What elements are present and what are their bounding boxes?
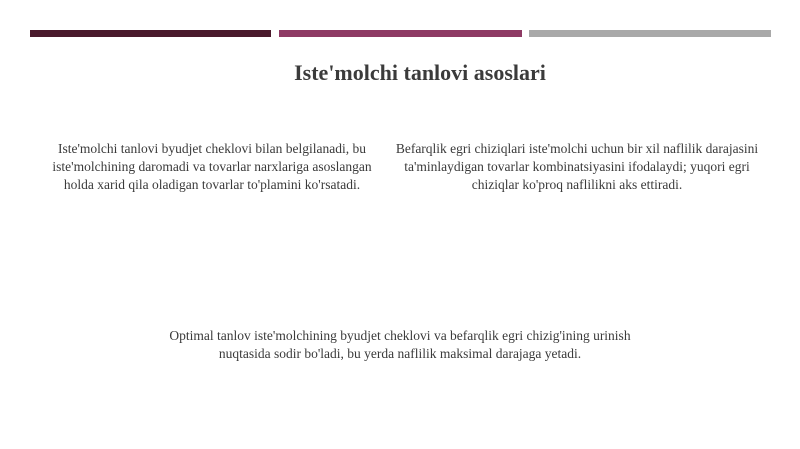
paragraph-indifference-curves: Befarqlik egri chiziqlari iste'molchi uchun bir xil naflilik darajasini ta'minlaydigan tovarlar kombinatsiyasini ifodalaydi; yuqori egri chiziqlar ko'proq naflilikni aks ettiradi. <box>395 141 759 192</box>
slide-title: Iste'molchi tanlovi asoslari <box>294 60 546 85</box>
paragraph-budget-constraint: Iste'molchi tanlovi byudjet cheklovi bilan belgilanadi, bu iste'molchining daromadi va tovarlar narxlariga asoslangan holda xarid qila oladigan tovarlar to'plamini ko'rsatadi. <box>52 141 372 192</box>
accent-bar-magenta <box>279 30 522 37</box>
decorative-top-bars <box>30 30 771 37</box>
paragraph-optimal-choice: Optimal tanlov iste'molchining byudjet cheklovi va befarqlik egri chizig'ining urinish nuqtasida sodir bo'ladi, bu yerda naflilik maksimal darajaga yetadi. <box>169 328 631 361</box>
accent-bar-dark <box>30 30 271 37</box>
accent-bar-gray <box>529 30 771 37</box>
